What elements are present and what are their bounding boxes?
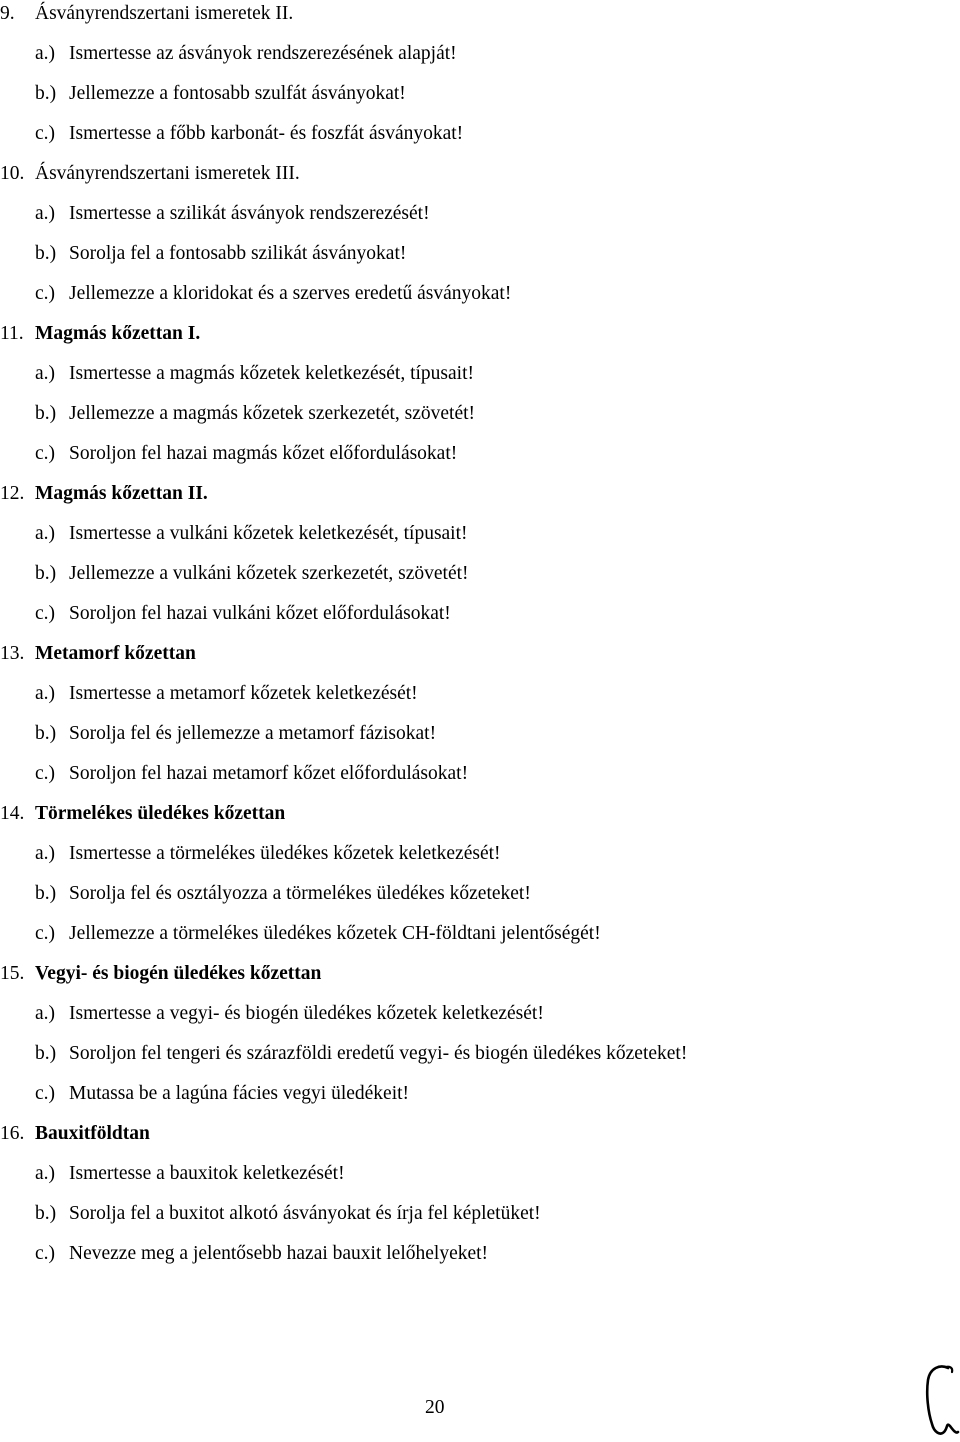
- question-item: [35, 682, 418, 706]
- item-letter: b.): [35, 83, 57, 104]
- item-letter: c.): [35, 603, 56, 624]
- item-letter: a.): [35, 203, 56, 224]
- section-number: 15.: [0, 963, 25, 984]
- item-letter: c.): [35, 443, 56, 464]
- item-text: Soroljon fel hazai vulkáni kőzet előfordulásokat!: [69, 603, 451, 624]
- item-text: Sorolja fel és osztályozza a törmelékes üledékes kőzeteket!: [69, 883, 531, 904]
- item-text: Mutassa be a lagúna fácies vegyi üledékeit!: [69, 1083, 410, 1104]
- item-letter: a.): [35, 43, 56, 64]
- item-letter: c.): [35, 923, 56, 944]
- item-letter: a.): [35, 1163, 56, 1184]
- question-item: [35, 1202, 541, 1226]
- item-text: Jellemezze a vulkáni kőzetek szerkezetét, szövetét!: [69, 563, 469, 584]
- section-title: Bauxitföldtan: [35, 1123, 150, 1144]
- section-title: Ásványrendszertani ismeretek II.: [35, 3, 294, 24]
- item-letter: b.): [35, 243, 57, 264]
- question-item: [35, 1042, 687, 1066]
- question-item: [35, 842, 501, 866]
- question-item: [35, 402, 475, 426]
- item-text: Ismertesse a magmás kőzetek keletkezését, típusait!: [69, 363, 475, 384]
- section-number: 16.: [0, 1123, 25, 1144]
- item-letter: c.): [35, 1243, 56, 1264]
- item-text: Ismertesse a vegyi- és biogén üledékes kőzetek keletkezését!: [69, 1003, 544, 1024]
- item-letter: c.): [35, 1083, 56, 1104]
- section-number: 9.: [0, 3, 15, 24]
- item-letter: b.): [35, 723, 57, 744]
- item-text: Ismertesse a bauxitok keletkezését!: [69, 1163, 345, 1184]
- item-letter: b.): [35, 403, 57, 424]
- question-item: [35, 1002, 544, 1026]
- question-item: [35, 82, 406, 106]
- question-item: [35, 922, 601, 946]
- question-item: [35, 602, 451, 626]
- item-letter: a.): [35, 843, 56, 864]
- item-letter: c.): [35, 763, 56, 784]
- question-item: [35, 282, 511, 306]
- section-title: Magmás kőzettan I.: [35, 323, 201, 344]
- question-item: [35, 202, 430, 226]
- question-item: [35, 562, 469, 586]
- section-heading-10: [0, 162, 300, 186]
- section-title: Vegyi- és biogén üledékes kőzettan: [35, 963, 322, 984]
- question-item: [35, 722, 436, 746]
- item-letter: a.): [35, 1003, 56, 1024]
- item-text: Ismertesse a törmelékes üledékes kőzetek keletkezését!: [69, 843, 501, 864]
- item-text: Jellemezze a magmás kőzetek szerkezetét, szövetét!: [69, 403, 476, 424]
- question-item: [35, 762, 468, 786]
- handwritten-initial-mark: [918, 1362, 960, 1442]
- item-text: Ismertesse a főbb karbonát- és foszfát ásványokat!: [69, 123, 464, 144]
- item-text: Jellemezze a kloridokat és a szerves eredetű ásványokat!: [69, 283, 512, 304]
- item-letter: b.): [35, 883, 57, 904]
- item-text: Soroljon fel hazai magmás kőzet előfordulásokat!: [69, 443, 458, 464]
- item-text: Ismertesse a metamorf kőzetek keletkezését!: [69, 683, 418, 704]
- item-text: Soroljon fel hazai metamorf kőzet előfordulásokat!: [69, 763, 469, 784]
- section-heading-14: [0, 802, 285, 826]
- section-number: 14.: [0, 803, 25, 824]
- item-text: Sorolja fel a buxitot alkotó ásványokat és írja fel képletüket!: [69, 1203, 541, 1224]
- item-letter: c.): [35, 283, 56, 304]
- question-item: [35, 42, 457, 66]
- item-text: Ismertesse az ásványok rendszerezésének alapját!: [69, 43, 457, 64]
- item-text: Jellemezze a fontosabb szulfát ásványokat!: [69, 83, 406, 104]
- item-text: Sorolja fel és jellemezze a metamorf fázisokat!: [69, 723, 437, 744]
- section-title: Ásványrendszertani ismeretek III.: [35, 163, 300, 184]
- section-heading-12: [0, 482, 208, 506]
- item-letter: a.): [35, 363, 56, 384]
- section-heading-13: [0, 642, 196, 666]
- item-letter: b.): [35, 563, 57, 584]
- item-text: Jellemezze a törmelékes üledékes kőzetek CH-földtani jelentőségét!: [69, 923, 601, 944]
- item-text: Ismertesse a szilikát ásványok rendszerezését!: [69, 203, 430, 224]
- question-item: [35, 1162, 345, 1186]
- item-text: Nevezze meg a jelentősebb hazai bauxit lelőhelyeket!: [69, 1243, 489, 1264]
- item-letter: c.): [35, 123, 56, 144]
- section-heading-16: [0, 1122, 150, 1146]
- question-item: [35, 362, 474, 386]
- section-number: 11.: [0, 323, 24, 344]
- item-text: Sorolja fel a fontosabb szilikát ásványokat!: [69, 243, 407, 264]
- item-text: Soroljon fel tengeri és szárazföldi eredetű vegyi- és biogén üledékes kőzeteket!: [69, 1043, 688, 1064]
- section-title: Magmás kőzettan II.: [35, 483, 208, 504]
- question-item: [35, 242, 406, 266]
- question-item: [35, 1242, 488, 1266]
- section-number: 13.: [0, 643, 25, 664]
- question-item: [35, 1082, 409, 1106]
- page-number: 20: [425, 1397, 445, 1418]
- question-item: [35, 442, 457, 466]
- item-letter: a.): [35, 683, 56, 704]
- question-item: [35, 122, 463, 146]
- section-number: 10.: [0, 163, 25, 184]
- question-item: [35, 522, 468, 546]
- item-letter: a.): [35, 523, 56, 544]
- item-letter: b.): [35, 1043, 57, 1064]
- section-title: Törmelékes üledékes kőzettan: [35, 803, 286, 824]
- item-text: Ismertesse a vulkáni kőzetek keletkezését, típusait!: [69, 523, 468, 544]
- item-letter: b.): [35, 1203, 57, 1224]
- section-number: 12.: [0, 483, 25, 504]
- section-heading-11: [0, 322, 200, 346]
- section-heading-15: [0, 962, 321, 986]
- section-title: Metamorf kőzettan: [35, 643, 196, 664]
- question-item: [35, 882, 531, 906]
- section-heading-9: [0, 2, 293, 26]
